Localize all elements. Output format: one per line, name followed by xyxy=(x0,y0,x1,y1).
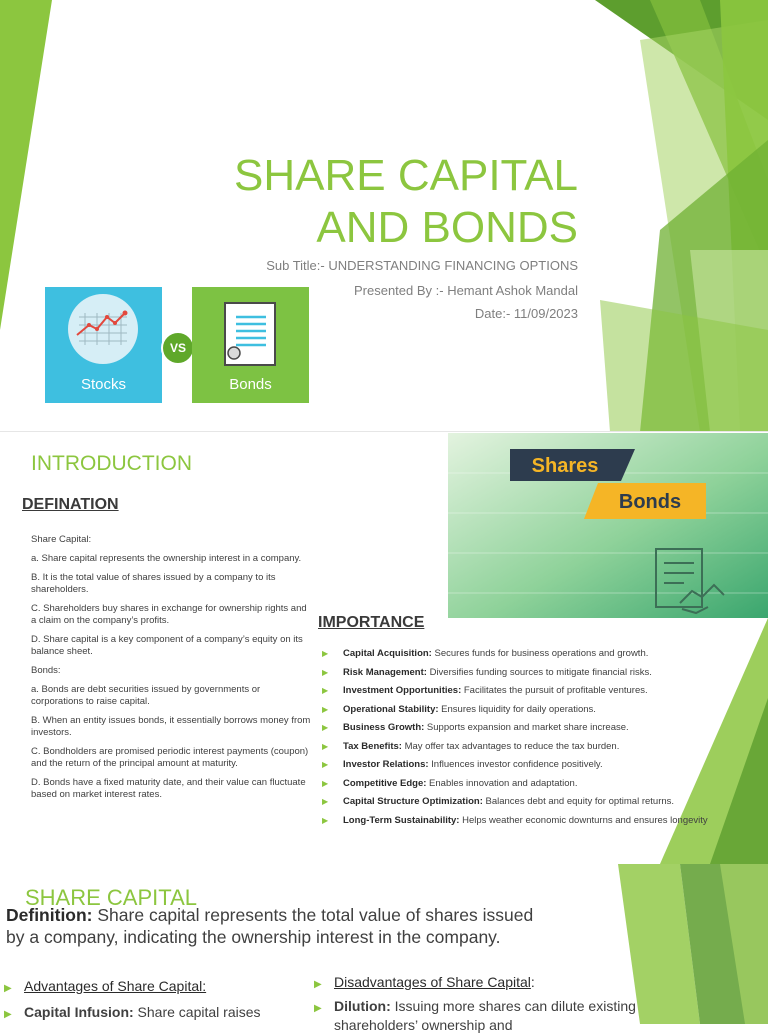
share-capital-slide xyxy=(0,864,768,1033)
bullet-arrow-icon: ▶ xyxy=(314,1003,322,1014)
list-item: ▶ Competitive Edge: Enables innovation and adaptation. xyxy=(322,778,742,790)
bond-certificate-icon xyxy=(192,287,309,373)
stock-chart-icon xyxy=(45,287,162,373)
share-capital-heading: SHARE CAPITAL xyxy=(25,885,197,910)
definition-text: Share capital represents the total value of shares issued by a company, indicating the ownership interest in the company. xyxy=(6,905,534,947)
list-item: ▶ Long-Term Sustainability: Helps weather economic downturns and ensures longevity xyxy=(322,815,742,827)
definition-item: a. Share capital represents the ownership interest in a company. xyxy=(31,553,302,564)
bonds-tile xyxy=(192,287,309,403)
banner-bonds-label: Bonds xyxy=(618,491,682,513)
advantages-heading: ▶ Advantages of Share Capital: xyxy=(4,978,206,997)
vs-badge: VS xyxy=(161,331,195,365)
disadvantage-item: ▶ Dilution: Issuing more shares can dilute existing shareholders’ ownership and xyxy=(314,998,636,1033)
presenter-line: Presented By :- Hemant Ashok Mandal xyxy=(353,283,578,298)
list-item: ▶ Investment Opportunities: Facilitates the pursuit of profitable ventures. xyxy=(322,685,742,697)
share-capital-definition xyxy=(6,904,546,948)
definition-item: B. When an entity issues bonds, it essentially borrows money from investors. xyxy=(31,715,311,738)
banner-shares-label: Shares xyxy=(531,455,599,477)
title-slide xyxy=(0,0,768,432)
definition-item: D. Share capital is a key component of a company’s equity on its balance sheet. xyxy=(31,634,303,657)
presentation-title: SHARE CAPITAL AND BONDS xyxy=(234,151,578,252)
definition-item: a. Bonds are debt securities issued by governments or corporations to raise capital. xyxy=(31,684,261,707)
stocks-tile xyxy=(45,287,162,403)
bullet-arrow-icon: ▶ xyxy=(4,1009,12,1020)
introduction-slide xyxy=(0,432,768,864)
advantage-item: ▶ Capital Infusion: Share capital raises xyxy=(4,1004,294,1023)
bullet-arrow-icon: ▶ xyxy=(314,979,322,990)
list-item: ▶ Capital Acquisition: Secures funds for business operations and growth. xyxy=(322,648,742,660)
list-item: ▶ Investor Relations: Influences investor confidence positively. xyxy=(322,759,742,771)
definition-item: Bonds: xyxy=(31,665,61,676)
importance-list xyxy=(322,648,742,833)
introduction-heading: INTRODUCTION xyxy=(31,452,192,475)
definition-term: Definition: xyxy=(6,905,93,925)
bullet-arrow-icon: ▶ xyxy=(4,983,12,994)
definition-item: D. Bonds have a fixed maturity date, and their value can fluctuate based on market interest rates. xyxy=(31,777,306,800)
list-item: ▶ Operational Stability: Ensures liquidity for daily operations. xyxy=(322,704,742,716)
definition-item: C. Shareholders buy shares in exchange for ownership rights and a claim on the company’s profits. xyxy=(31,603,307,626)
list-item: ▶ Capital Structure Optimization: Balances debt and equity for optimal returns. xyxy=(322,796,742,808)
date-line: Date:- 11/09/2023 xyxy=(474,306,578,321)
importance-heading: IMPORTANCE xyxy=(318,614,425,631)
list-item: ▶ Risk Management: Diversifies funding sources to mitigate financial risks. xyxy=(322,667,742,679)
list-item: ▶ Tax Benefits: May offer tax advantages to reduce the tax burden. xyxy=(322,741,742,753)
shares-bonds-banner xyxy=(448,433,768,618)
definition-heading: DEFINATION xyxy=(22,496,119,513)
definition-item: Share Capital: xyxy=(31,534,92,545)
bonds-label: Bonds xyxy=(229,376,272,393)
definition-item: B. It is the total value of shares issued by a company to its shareholders. xyxy=(31,572,276,595)
list-item: ▶ Business Growth: Supports expansion and market share increase. xyxy=(322,722,742,734)
definition-list xyxy=(31,534,311,808)
stocks-label: Stocks xyxy=(80,376,126,393)
disadvantages-heading: ▶ Disadvantages of Share Capital: xyxy=(314,974,535,993)
definition-item: C. Bondholders are promised periodic interest payments (coupon) and the return of the principal amount at maturity. xyxy=(31,746,309,769)
subtitle: Sub Title:- UNDERSTANDING FINANCING OPTIONS xyxy=(266,258,578,273)
